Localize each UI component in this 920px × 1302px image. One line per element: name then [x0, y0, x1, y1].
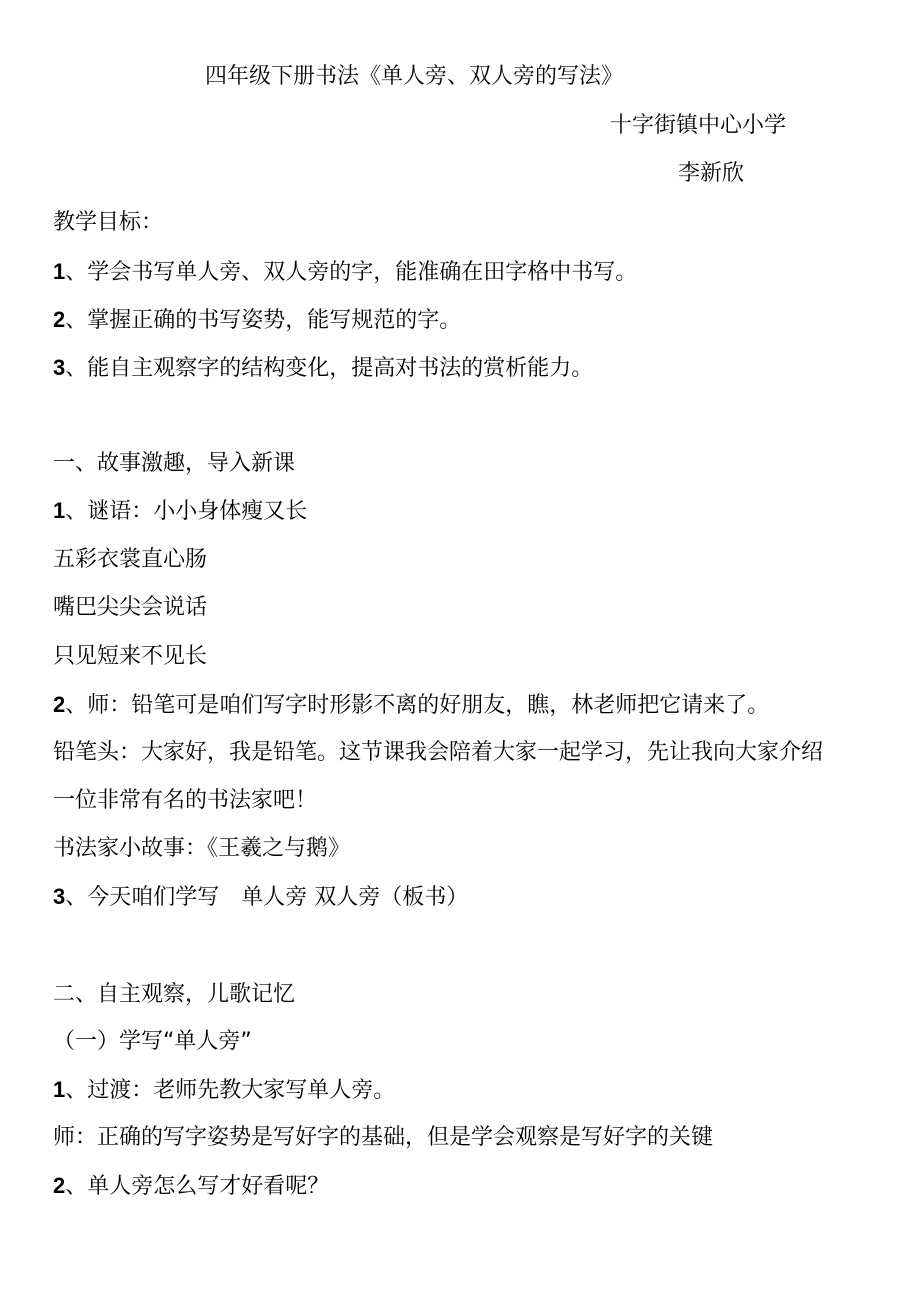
teacher-line: [53, 690, 769, 721]
question-line: [53, 1171, 329, 1202]
objective-item: [53, 257, 637, 288]
transition-text: 、过渡：老师先教大家写单人旁。: [65, 1078, 396, 1103]
today-line: [53, 882, 468, 913]
objective-text: 、能自主观察字的结构变化，提高对书法的赏析能力。: [65, 356, 594, 381]
pencil-line-1: 铅笔头：大家好，我是铅笔。这节课我会陪着大家一起学习，先让我向大家介绍: [53, 740, 824, 765]
objective-number: 2: [53, 307, 66, 332]
item-number: 2: [53, 1173, 66, 1198]
riddle-text: 、谜语：小小身体瘦又长: [65, 499, 308, 524]
objective-item: [53, 305, 461, 336]
riddle-line-4: 只见短来不见长: [53, 644, 208, 669]
section2-subheading: （一）学写“单人旁”: [53, 1029, 252, 1054]
author-name: 李新欣: [678, 161, 745, 186]
document-title: 四年级下册书法《单人旁、双人旁的写法》: [205, 64, 624, 89]
section2-heading: 二、自主观察，儿歌记忆: [53, 982, 296, 1007]
objectives-heading: 教学目标：: [53, 210, 164, 235]
item-number: 1: [53, 1077, 66, 1102]
objective-text: 、学会书写单人旁、双人旁的字，能准确在田字格中书写。: [65, 260, 638, 285]
transition-line: [53, 1075, 395, 1106]
objective-number: 1: [53, 259, 66, 284]
riddle-line: [53, 496, 307, 527]
pencil-line-2: 一位非常有名的书法家吧！: [53, 788, 318, 813]
item-number: 2: [53, 692, 66, 717]
objective-text: 、掌握正确的书写姿势，能写规范的字。: [65, 308, 462, 333]
objective-number: 3: [53, 355, 66, 380]
item-number: 1: [53, 498, 66, 523]
objective-item: [53, 353, 593, 384]
teacher-text: 、师：铅笔可是咱们写字时形影不离的好朋友，瞧，林老师把它请来了。: [65, 693, 770, 718]
question-text: 、单人旁怎么写才好看呢？: [65, 1174, 330, 1199]
item-number: 3: [53, 884, 66, 909]
story-line: 书法家小故事：《王羲之与鹅》: [53, 836, 351, 861]
section1-heading: 一、故事激趣，导入新课: [53, 451, 296, 476]
school-name: 十字街镇中心小学: [610, 113, 787, 138]
today-text: 、今天咱们学写 单人旁 双人旁（板书）: [65, 885, 469, 910]
riddle-line-2: 五彩衣裳直心肠: [53, 547, 208, 572]
riddle-line-3: 嘴巴尖尖会说话: [53, 595, 208, 620]
teacher-posture-line: 师：正确的写字姿势是写好字的基础，但是学会观察是写好字的关键: [53, 1125, 714, 1150]
